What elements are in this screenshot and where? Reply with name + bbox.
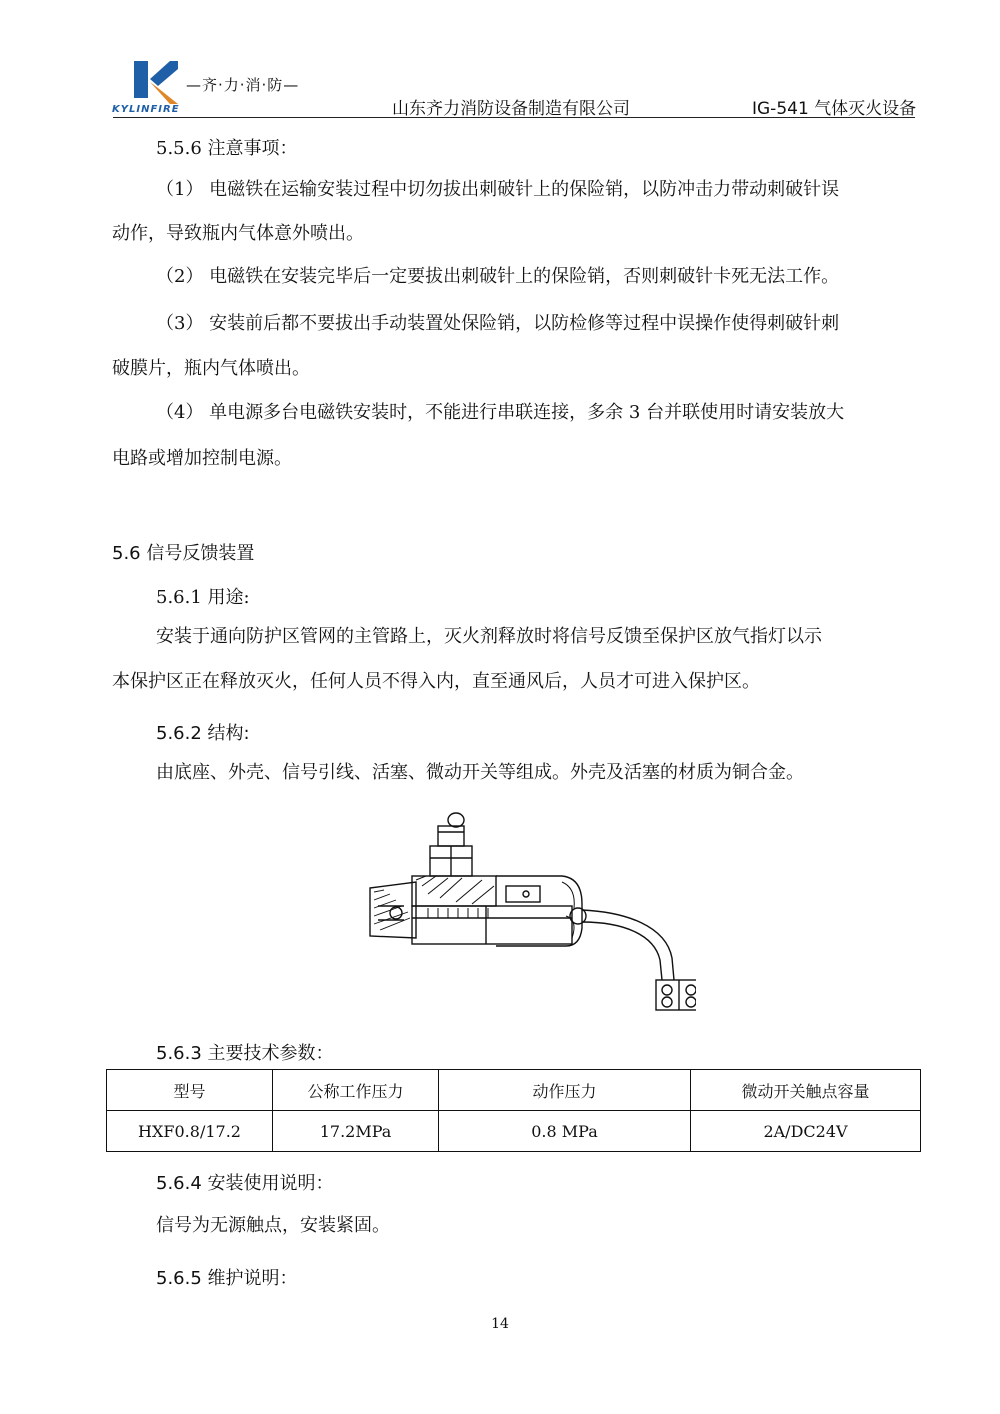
table-cell: HXF0.8/17.2	[107, 1111, 273, 1152]
table-cell: 17.2MPa	[273, 1111, 439, 1152]
note-4-line2: 电路或增加控制电源。	[112, 448, 292, 469]
section-56-heading: 5.6 信号反馈装置	[112, 543, 255, 564]
note-3-line1: （3） 安装前后都不要拔出手动装置处保险销，以防检修等过程中误操作使得刺破针刺	[156, 313, 840, 334]
table-header-cell: 型号	[107, 1070, 273, 1111]
table-cell: 2A/DC24V	[691, 1111, 921, 1152]
s561-line1: 安装于通向防护区管网的主管路上，灭火剂释放时将信号反馈至保护区放气指灯以示	[156, 626, 822, 647]
note-1-line2: 动作，导致瓶内气体意外喷出。	[112, 223, 364, 244]
parameter-table	[106, 1069, 921, 1152]
section-561-heading: 5.6.1 用途:	[156, 587, 250, 608]
section-564-heading: 5.6.4 安装使用说明：	[156, 1173, 334, 1194]
logo-slogan: —齐·力·消·防—	[186, 76, 300, 94]
table-row	[107, 1111, 921, 1152]
table-header-cell: 公称工作压力	[273, 1070, 439, 1111]
table-header-cell: 微动开关触点容量	[691, 1070, 921, 1111]
page-number: 14	[491, 1316, 509, 1332]
table-cell: 0.8 MPa	[439, 1111, 691, 1152]
section-563-heading: 5.6.3 主要技术参数：	[156, 1043, 334, 1064]
section-556-heading: 5.5.6 注意事项：	[156, 138, 298, 159]
s562-text: 由底座、外壳、信号引线、活塞、微动开关等组成。外壳及活塞的材质为铜合金。	[156, 762, 804, 783]
table-header-row	[107, 1070, 921, 1111]
note-3-line2: 破膜片，瓶内气体喷出。	[112, 358, 310, 379]
s564-text: 信号为无源触点，安装紧固。	[156, 1215, 390, 1236]
section-565-heading: 5.6.5 维护说明：	[156, 1268, 298, 1289]
header-rule	[113, 117, 915, 118]
note-2-line1: （2） 电磁铁在安装完毕后一定要拔出刺破针上的保险销，否则刺破针卡死无法工作。	[156, 266, 840, 287]
s561-line2: 本保护区正在释放灭火，任何人员不得入内，直至通风后，人员才可进入保护区。	[112, 671, 760, 692]
company-name: 山东齐力消防设备制造有限公司	[392, 99, 630, 119]
product-name: IG-541 气体灭火设备	[752, 99, 917, 119]
note-4-line1: （4） 单电源多台电磁铁安装时，不能进行串联连接，多余 3 台并联使用时请安装放大	[156, 402, 845, 423]
signal-feedback-device-drawing	[356, 808, 696, 1016]
section-562-heading: 5.6.2 结构:	[156, 723, 250, 744]
table-header-cell: 动作压力	[439, 1070, 691, 1111]
note-1-line1: （1） 电磁铁在运输安装过程中切勿拔出刺破针上的保险销，以防冲击力带动刺破针误	[156, 179, 840, 200]
logo-brand: KYLINFIRE	[112, 104, 180, 115]
